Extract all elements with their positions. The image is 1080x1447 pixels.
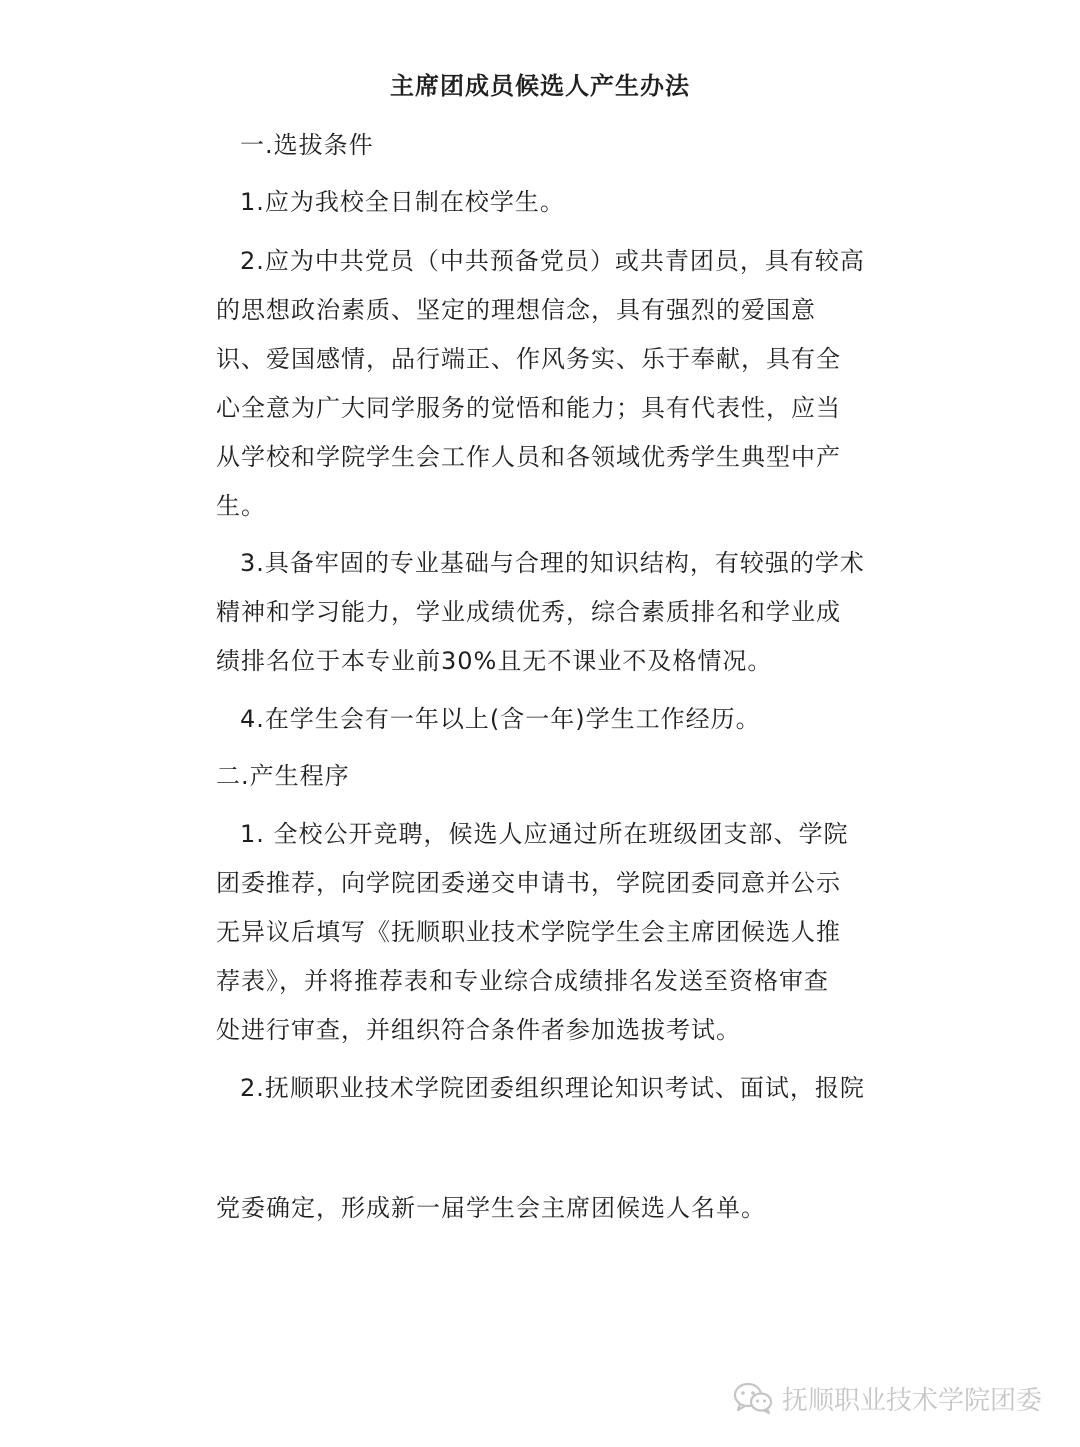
criterion-2-line-4: 心全意为广大同学服务的觉悟和能力；具有代表性，应当	[216, 394, 841, 422]
procedure-1-line-4: 荐表》，并将推荐表和专业综合成绩排名发送至资格审查	[216, 967, 829, 995]
procedure-2-line-2: 党委确定，形成新一届学生会主席团候选人名单。	[216, 1194, 766, 1222]
section-heading-procedure: 二.产生程序	[216, 762, 350, 790]
criterion-2-line-2: 的思想政治素质、坚定的理想信念，具有强烈的爱国意	[216, 296, 816, 324]
criterion-2-line-1: 2.应为中共党员（中共预备党员）或共青团员，具有较高	[240, 247, 865, 275]
procedure-1-line-2: 团委推荐，向学院团委递交申请书，学院团委同意并公示	[216, 869, 841, 897]
wechat-icon	[732, 1381, 774, 1415]
criterion-3-line-2: 精神和学习能力，学业成绩优秀，综合素质排名和学业成	[216, 598, 841, 626]
procedure-1-line-3: 无异议后填写《抚顺职业技术学院学生会主席团候选人推	[216, 918, 841, 946]
criterion-1: 1.应为我校全日制在校学生。	[240, 188, 565, 216]
criterion-2-line-3: 识、爱国感情，品行端正、作风务实、乐于奉献，具有全	[216, 345, 841, 373]
procedure-2-line-1: 2.抚顺职业技术学院团委组织理论知识考试、面试，报院	[240, 1074, 865, 1102]
criterion-2-line-5: 从学校和学院学生会工作人员和各领域优秀学生典型中产	[216, 443, 841, 471]
watermark-text: 抚顺职业技术学院团委	[782, 1385, 1043, 1416]
watermark	[732, 1378, 1042, 1418]
criterion-2-line-6: 生。	[216, 492, 266, 520]
page-title: 主席团成员候选人产生办法	[390, 72, 690, 100]
procedure-1-line-5: 处进行审查，并组织符合条件者参加选拔考试。	[216, 1016, 741, 1044]
criterion-3-line-3: 绩排名位于本专业前30%且无不课业不及格情况。	[216, 647, 773, 675]
criterion-3-line-1: 3.具备牢固的专业基础与合理的知识结构，有较强的学术	[240, 549, 865, 577]
criterion-4: 4.在学生会有一年以上(含一年)学生工作经历。	[240, 705, 761, 733]
procedure-1-line-1: 1. 全校公开竞聘，候选人应通过所在班级团支部、学院	[240, 820, 849, 848]
section-heading-selection-criteria: 一.选拔条件	[240, 131, 374, 159]
